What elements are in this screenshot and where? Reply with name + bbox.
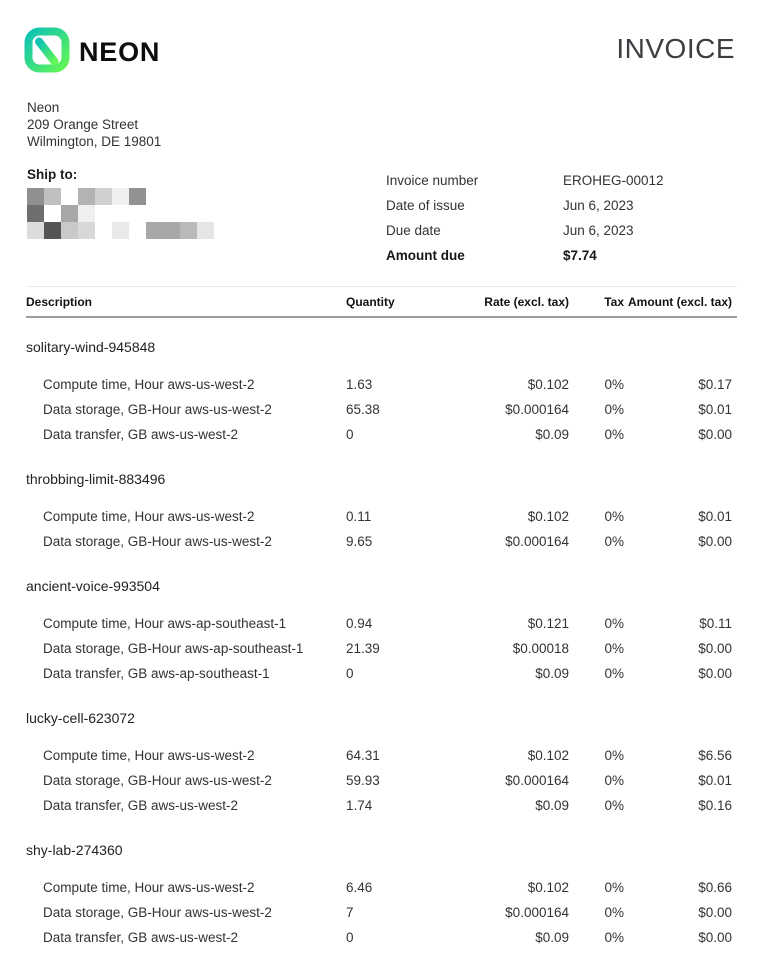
line-item-rate: $0.09 bbox=[535, 666, 569, 681]
line-item-amount: $0.00 bbox=[698, 641, 732, 656]
table-row bbox=[26, 401, 737, 426]
table-row bbox=[26, 797, 737, 822]
invoice-title: INVOICE bbox=[616, 33, 735, 64]
line-item-rate: $0.121 bbox=[527, 616, 569, 631]
redacted-pixel bbox=[78, 188, 95, 205]
line-item-quantity: 9.65 bbox=[346, 534, 373, 549]
redacted-pixel bbox=[146, 188, 163, 205]
redacted-pixel bbox=[112, 222, 129, 239]
redacted-pixel bbox=[112, 205, 129, 222]
line-item-tax: 0% bbox=[604, 666, 624, 681]
table-group bbox=[26, 578, 737, 690]
line-item-tax: 0% bbox=[604, 427, 624, 442]
line-item-description: Data storage, GB-Hour aws-us-west-2 bbox=[43, 534, 272, 549]
table-group bbox=[26, 339, 737, 451]
date-of-issue-value: Jun 6, 2023 bbox=[563, 198, 634, 213]
redacted-pixel bbox=[214, 205, 231, 222]
line-item-description: Data transfer, GB aws-us-west-2 bbox=[43, 427, 239, 442]
neon-logo-icon bbox=[24, 27, 70, 78]
line-item-rate: $0.09 bbox=[535, 427, 569, 442]
redacted-pixel bbox=[163, 188, 180, 205]
table-row bbox=[26, 508, 737, 533]
meta-label: Due date bbox=[386, 223, 441, 238]
line-item-tax: 0% bbox=[604, 930, 624, 945]
table-header-row bbox=[26, 286, 737, 318]
meta-row-invoice-number bbox=[386, 172, 735, 197]
redacted-pixel bbox=[95, 222, 112, 239]
meta-row-due-date bbox=[386, 222, 735, 247]
company-name: Neon bbox=[27, 100, 60, 115]
table-row bbox=[26, 772, 737, 797]
redacted-pixel bbox=[180, 205, 197, 222]
line-item-quantity: 0.11 bbox=[346, 509, 372, 524]
line-item-rate: $0.09 bbox=[535, 930, 569, 945]
ship-to-label: Ship to: bbox=[27, 167, 78, 182]
due-date-value: Jun 6, 2023 bbox=[563, 223, 634, 238]
line-item-rate: $0.000164 bbox=[505, 905, 569, 920]
line-item-quantity: 6.46 bbox=[346, 880, 373, 895]
redacted-pixel bbox=[27, 188, 44, 205]
redacted-pixel bbox=[61, 188, 78, 205]
line-item-rate: $0.09 bbox=[535, 798, 569, 813]
amount-due-value: $7.74 bbox=[563, 248, 597, 263]
line-item-tax: 0% bbox=[604, 773, 624, 788]
table-row bbox=[26, 640, 737, 665]
line-item-rate: $0.102 bbox=[527, 880, 569, 895]
line-item-amount: $0.17 bbox=[698, 377, 732, 392]
line-item-description: Data transfer, GB aws-us-west-2 bbox=[43, 798, 239, 813]
redacted-pixel bbox=[129, 222, 146, 239]
line-item-description: Compute time, Hour aws-us-west-2 bbox=[43, 377, 255, 392]
line-item-amount: $0.00 bbox=[698, 427, 732, 442]
header-rate: Rate (excl. tax) bbox=[484, 294, 569, 309]
line-item-tax: 0% bbox=[604, 905, 624, 920]
company-street: 209 Orange Street bbox=[27, 117, 139, 132]
line-items-table bbox=[26, 286, 737, 954]
line-item-quantity: 0 bbox=[346, 666, 354, 681]
redacted-pixel bbox=[146, 205, 163, 222]
line-item-amount: $0.01 bbox=[698, 773, 732, 788]
meta-label: Date of issue bbox=[386, 198, 465, 213]
invoice-number-value: EROHEG-00012 bbox=[563, 173, 664, 188]
redacted-pixel bbox=[180, 222, 197, 239]
redacted-pixel bbox=[78, 222, 95, 239]
meta-label: Invoice number bbox=[386, 173, 479, 188]
line-item-description: Data storage, GB-Hour aws-us-west-2 bbox=[43, 773, 272, 788]
table-body bbox=[26, 339, 737, 954]
project-name: shy-lab-274360 bbox=[26, 842, 123, 858]
line-item-rate: $0.102 bbox=[527, 509, 569, 524]
redacted-pixel bbox=[129, 188, 146, 205]
line-item-amount: $0.00 bbox=[698, 905, 732, 920]
redacted-pixel bbox=[61, 222, 78, 239]
redacted-pixel bbox=[27, 205, 44, 222]
line-item-description: Data storage, GB-Hour aws-us-west-2 bbox=[43, 905, 272, 920]
redacted-pixel bbox=[112, 188, 129, 205]
line-item-tax: 0% bbox=[604, 402, 624, 417]
redacted-pixel bbox=[61, 205, 78, 222]
redacted-pixel bbox=[214, 222, 231, 239]
redacted-pixel bbox=[197, 222, 214, 239]
line-item-quantity: 0 bbox=[346, 427, 354, 442]
line-item-quantity: 1.63 bbox=[346, 377, 373, 392]
redacted-pixel bbox=[163, 222, 180, 239]
header-tax: Tax bbox=[604, 294, 624, 309]
line-item-quantity: 59.93 bbox=[346, 773, 380, 788]
line-item-tax: 0% bbox=[604, 748, 624, 763]
redacted-pixel bbox=[27, 222, 44, 239]
line-item-rate: $0.00018 bbox=[512, 641, 569, 656]
redacted-pixel bbox=[214, 188, 231, 205]
project-name: ancient-voice-993504 bbox=[26, 578, 160, 594]
table-row bbox=[26, 426, 737, 451]
line-item-tax: 0% bbox=[604, 641, 624, 656]
redacted-pixel bbox=[95, 188, 112, 205]
line-item-amount: $0.00 bbox=[698, 534, 732, 549]
line-item-quantity: 21.39 bbox=[346, 641, 380, 656]
line-item-amount: $0.00 bbox=[698, 666, 732, 681]
line-item-quantity: 64.31 bbox=[346, 748, 380, 763]
header-quantity: Quantity bbox=[346, 294, 395, 309]
line-item-rate: $0.102 bbox=[527, 748, 569, 763]
meta-row-date-of-issue bbox=[386, 197, 735, 222]
table-row bbox=[26, 879, 737, 904]
line-item-description: Data transfer, GB aws-us-west-2 bbox=[43, 930, 239, 945]
line-item-amount: $0.16 bbox=[698, 798, 732, 813]
redacted-pixel bbox=[197, 205, 214, 222]
line-item-description: Data storage, GB-Hour aws-us-west-2 bbox=[43, 402, 272, 417]
redacted-pixel bbox=[163, 205, 180, 222]
line-item-quantity: 0 bbox=[346, 930, 354, 945]
table-group bbox=[26, 842, 737, 954]
table-row bbox=[26, 533, 737, 558]
line-item-quantity: 1.74 bbox=[346, 798, 373, 813]
line-item-amount: $6.56 bbox=[698, 748, 732, 763]
line-item-rate: $0.102 bbox=[527, 377, 569, 392]
invoice-meta bbox=[386, 172, 735, 272]
line-item-rate: $0.000164 bbox=[505, 534, 569, 549]
redacted-pixel bbox=[44, 188, 61, 205]
header-description: Description bbox=[26, 294, 93, 309]
line-item-amount: $0.11 bbox=[699, 616, 732, 631]
project-name: solitary-wind-945848 bbox=[26, 339, 156, 355]
table-group bbox=[26, 471, 737, 558]
line-item-description: Compute time, Hour aws-us-west-2 bbox=[43, 509, 255, 524]
table-row bbox=[26, 929, 737, 954]
project-name: lucky-cell-623072 bbox=[26, 710, 135, 726]
line-item-description: Compute time, Hour aws-ap-southeast-1 bbox=[43, 616, 287, 631]
redacted-pixel bbox=[146, 222, 163, 239]
line-item-quantity: 0.94 bbox=[346, 616, 373, 631]
line-item-tax: 0% bbox=[604, 534, 624, 549]
redacted-pixel bbox=[44, 205, 61, 222]
meta-row-amount-due bbox=[386, 247, 735, 272]
header-amount: Amount (excl. tax) bbox=[627, 294, 732, 309]
brand-wordmark: NEON bbox=[79, 37, 161, 67]
project-name: throbbing-limit-883496 bbox=[26, 471, 166, 487]
line-item-description: Compute time, Hour aws-us-west-2 bbox=[43, 748, 255, 763]
redacted-pixel bbox=[129, 205, 146, 222]
line-item-amount: $0.01 bbox=[698, 509, 732, 524]
line-item-tax: 0% bbox=[604, 377, 624, 392]
redacted-pixel bbox=[95, 205, 112, 222]
line-item-tax: 0% bbox=[604, 616, 624, 631]
brand-header bbox=[24, 27, 160, 78]
line-item-description: Compute time, Hour aws-us-west-2 bbox=[43, 880, 255, 895]
line-item-description: Data storage, GB-Hour aws-ap-southeast-1 bbox=[43, 641, 304, 656]
company-address bbox=[27, 99, 161, 150]
table-row bbox=[26, 665, 737, 690]
redacted-pixel bbox=[180, 188, 197, 205]
company-city: Wilmington, DE 19801 bbox=[27, 134, 162, 149]
line-item-tax: 0% bbox=[604, 509, 624, 524]
line-item-amount: $0.66 bbox=[698, 880, 732, 895]
line-item-rate: $0.000164 bbox=[505, 773, 569, 788]
meta-label: Amount due bbox=[386, 248, 465, 263]
redacted-pixel bbox=[197, 188, 214, 205]
table-row bbox=[26, 747, 737, 772]
line-item-tax: 0% bbox=[604, 880, 624, 895]
table-row bbox=[26, 615, 737, 640]
line-item-amount: $0.00 bbox=[698, 930, 732, 945]
table-row bbox=[26, 376, 737, 401]
line-item-description: Data transfer, GB aws-ap-southeast-1 bbox=[43, 666, 270, 681]
line-item-tax: 0% bbox=[604, 798, 624, 813]
line-item-amount: $0.01 bbox=[698, 402, 732, 417]
line-item-quantity: 65.38 bbox=[346, 402, 380, 417]
line-item-quantity: 7 bbox=[346, 905, 354, 920]
ship-to-section bbox=[27, 167, 231, 239]
line-item-rate: $0.000164 bbox=[505, 402, 569, 417]
ship-to-redacted-block bbox=[27, 188, 231, 239]
redacted-pixel bbox=[78, 205, 95, 222]
table-row bbox=[26, 904, 737, 929]
redacted-pixel bbox=[44, 222, 61, 239]
table-group bbox=[26, 710, 737, 822]
